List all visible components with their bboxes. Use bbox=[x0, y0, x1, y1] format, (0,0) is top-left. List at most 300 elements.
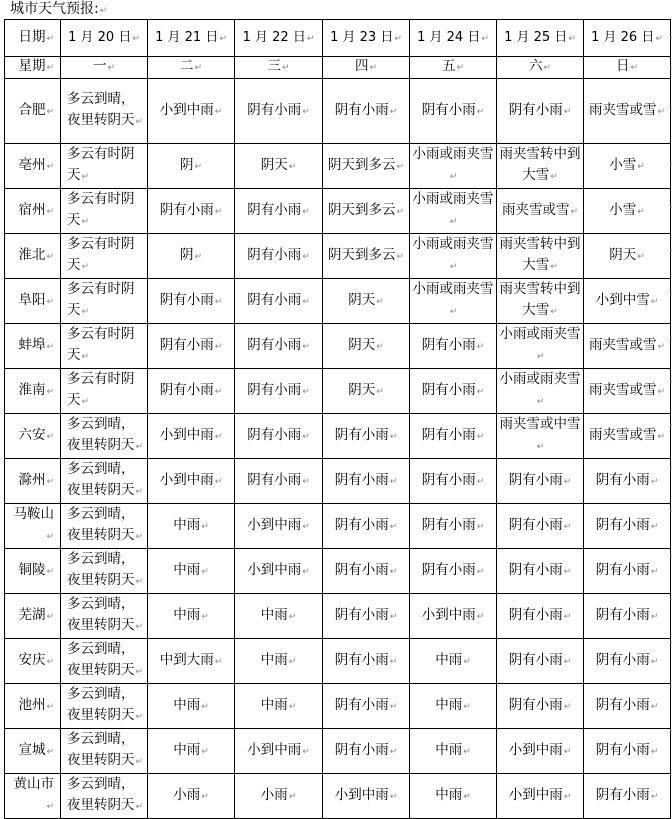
paragraph-mark-icon: ↵ bbox=[396, 161, 405, 172]
table-row bbox=[5, 684, 671, 729]
table-row bbox=[5, 504, 671, 549]
city-name-cell: 滁州↵ bbox=[5, 459, 61, 504]
paragraph-mark-icon: ↵ bbox=[650, 611, 659, 622]
city-name-cell: 宿州↵ bbox=[5, 189, 61, 234]
header-row-weekdays bbox=[5, 57, 671, 79]
paragraph-mark-icon: ↵ bbox=[302, 521, 310, 532]
paragraph-mark-icon: ↵ bbox=[389, 701, 398, 712]
forecast-cell: 阴有小雨↵ bbox=[235, 279, 323, 324]
paragraph-mark-icon: ↵ bbox=[46, 701, 54, 712]
paragraph-mark-icon: ↵ bbox=[302, 386, 310, 397]
forecast-cell: 多云到晴，夜里转阴天↵ bbox=[61, 774, 148, 819]
paragraph-mark-icon: ↵ bbox=[135, 622, 144, 632]
header-weekday-cell: 六↵ bbox=[497, 57, 584, 79]
paragraph-mark-icon: ↵ bbox=[563, 701, 572, 712]
paragraph-mark-icon: ↵ bbox=[543, 63, 552, 73]
forecast-cell: 阴天到多云↵ bbox=[323, 234, 410, 279]
forecast-cell: 雨夹雪或中雪↵ bbox=[497, 414, 584, 459]
city-name-cell: 淮北↵ bbox=[5, 234, 61, 279]
forecast-cell: 阴有小雨↵ bbox=[235, 189, 323, 234]
paragraph-mark-icon: ↵ bbox=[81, 172, 90, 182]
forecast-cell: 阴有小雨↵ bbox=[410, 459, 497, 504]
paragraph-mark-icon: ↵ bbox=[81, 352, 90, 362]
header-date-cell: 1 月 25 日↵ bbox=[497, 20, 584, 57]
forecast-cell: 阴有小雨↵ bbox=[497, 594, 584, 639]
table-row bbox=[5, 189, 671, 234]
forecast-cell: 多云到晴，夜里转阴天↵ bbox=[61, 414, 148, 459]
paragraph-mark-icon: ↵ bbox=[135, 802, 144, 812]
paragraph-mark-icon: ↵ bbox=[650, 296, 659, 307]
table-row bbox=[5, 639, 671, 684]
paragraph-mark-icon: ↵ bbox=[655, 33, 663, 44]
forecast-cell: 阴有小雨↵ bbox=[235, 79, 323, 144]
city-name-cell: 合肥↵ bbox=[5, 79, 61, 144]
forecast-cell: 阴有小雨↵ bbox=[410, 504, 497, 549]
paragraph-mark-icon: ↵ bbox=[46, 161, 54, 172]
paragraph-mark-icon: ↵ bbox=[476, 566, 485, 577]
forecast-cell: 阴有小雨↵ bbox=[323, 639, 410, 684]
forecast-cell: 阴有小雨↵ bbox=[584, 639, 671, 684]
forecast-cell: 阴有小雨↵ bbox=[323, 504, 410, 549]
paragraph-mark-icon: ↵ bbox=[194, 161, 203, 172]
paragraph-mark-icon: ↵ bbox=[476, 386, 485, 397]
forecast-cell: 阴有小雨↵ bbox=[323, 79, 410, 144]
forecast-cell: 中雨↵ bbox=[410, 729, 497, 774]
paragraph-mark-icon: ↵ bbox=[46, 386, 54, 397]
paragraph-mark-icon: ↵ bbox=[46, 296, 54, 307]
paragraph-mark-icon: ↵ bbox=[46, 476, 54, 487]
forecast-cell: 中雨↵ bbox=[410, 774, 497, 819]
paragraph-mark-icon: ↵ bbox=[201, 791, 209, 802]
paragraph-mark-icon: ↵ bbox=[536, 397, 545, 407]
paragraph-mark-icon: ↵ bbox=[135, 532, 144, 542]
paragraph-mark-icon: ↵ bbox=[637, 251, 645, 262]
city-name-cell: 六安↵ bbox=[5, 414, 61, 459]
paragraph-mark-icon: ↵ bbox=[132, 33, 140, 44]
header-weekday-cell: 一↵ bbox=[61, 57, 148, 79]
paragraph-mark-icon: ↵ bbox=[536, 352, 545, 362]
paragraph-mark-icon: ↵ bbox=[46, 656, 54, 667]
header-row-dates bbox=[5, 20, 671, 57]
forecast-cell: 小到中雪↵ bbox=[584, 279, 671, 324]
city-name-cell: 芜湖↵ bbox=[5, 594, 61, 639]
forecast-cell: 中雨↵ bbox=[148, 594, 235, 639]
header-date-cell: 1 月 21 日↵ bbox=[148, 20, 235, 57]
paragraph-mark-icon: ↵ bbox=[214, 106, 223, 117]
paragraph-mark-icon: ↵ bbox=[563, 746, 572, 757]
forecast-cell: 阴↵ bbox=[148, 234, 235, 279]
paragraph-mark-icon: ↵ bbox=[219, 33, 227, 44]
forecast-cell: 阴有小雨↵ bbox=[148, 369, 235, 414]
paragraph-mark-icon: ↵ bbox=[389, 521, 398, 532]
forecast-cell: 小雨或雨夹雪↵ bbox=[410, 189, 497, 234]
paragraph-mark-icon: ↵ bbox=[46, 251, 54, 262]
paragraph-mark-icon: ↵ bbox=[396, 251, 405, 262]
forecast-cell: 阴天↵ bbox=[323, 279, 410, 324]
city-name-cell: 亳州↵ bbox=[5, 144, 61, 189]
city-name-cell: 黄山市↵ bbox=[5, 774, 61, 819]
forecast-cell: 雨夹雪或雪↵ bbox=[584, 369, 671, 414]
forecast-cell: 阴有小雨↵ bbox=[410, 79, 497, 144]
paragraph-mark-icon: ↵ bbox=[302, 566, 310, 577]
paragraph-mark-icon: ↵ bbox=[201, 611, 209, 622]
forecast-cell: 阴有小雨↵ bbox=[235, 414, 323, 459]
paragraph-mark-icon: ↵ bbox=[657, 386, 666, 397]
forecast-cell: 阴天到多云↵ bbox=[323, 189, 410, 234]
forecast-cell: 多云到晴，夜里转阴天↵ bbox=[61, 684, 148, 729]
paragraph-mark-icon: ↵ bbox=[637, 206, 645, 217]
paragraph-mark-icon: ↵ bbox=[46, 802, 54, 812]
paragraph-mark-icon: ↵ bbox=[214, 341, 223, 352]
forecast-cell: 小到中雨↵ bbox=[497, 729, 584, 774]
forecast-cell: 多云有时阴天↵ bbox=[61, 189, 148, 234]
forecast-cell: 多云到晴，夜里转阴天↵ bbox=[61, 504, 148, 549]
paragraph-mark-icon: ↵ bbox=[449, 172, 458, 182]
forecast-cell: 雨夹雪或雪↵ bbox=[497, 189, 584, 234]
forecast-cell: 中雨↵ bbox=[235, 594, 323, 639]
weather-forecast-table bbox=[4, 19, 671, 819]
forecast-cell: 阴有小雨↵ bbox=[410, 369, 497, 414]
table-row bbox=[5, 144, 671, 189]
forecast-cell: 多云到晴，夜里转阴天↵ bbox=[61, 459, 148, 504]
paragraph-mark-icon: ↵ bbox=[389, 791, 398, 802]
forecast-cell: 雨夹雪转中到大雪↵ bbox=[497, 144, 584, 189]
paragraph-mark-icon: ↵ bbox=[650, 521, 659, 532]
forecast-cell: 雨夹雪转中到大雪↵ bbox=[497, 234, 584, 279]
forecast-cell: 小到中雨↵ bbox=[410, 594, 497, 639]
paragraph-mark-icon: ↵ bbox=[563, 476, 572, 487]
paragraph-mark-icon: ↵ bbox=[288, 701, 297, 712]
paragraph-mark-icon: ↵ bbox=[46, 341, 54, 352]
forecast-cell: 中雨↵ bbox=[148, 684, 235, 729]
paragraph-mark-icon: ↵ bbox=[563, 106, 572, 117]
paragraph-mark-icon: ↵ bbox=[376, 341, 384, 352]
paragraph-mark-icon: ↵ bbox=[389, 476, 398, 487]
paragraph-mark-icon: ↵ bbox=[389, 431, 398, 442]
forecast-cell: 阴有小雨↵ bbox=[584, 504, 671, 549]
header-date-cell: 1 月 22 日↵ bbox=[235, 20, 323, 57]
forecast-cell: 阴有小雨↵ bbox=[584, 594, 671, 639]
paragraph-mark-icon: ↵ bbox=[570, 206, 579, 217]
paragraph-mark-icon: ↵ bbox=[476, 106, 485, 117]
forecast-cell: 阴有小雨↵ bbox=[323, 684, 410, 729]
forecast-cell: 雨夹雪转中到大雪↵ bbox=[497, 279, 584, 324]
paragraph-mark-icon: ↵ bbox=[46, 566, 54, 577]
paragraph-mark-icon: ↵ bbox=[550, 172, 558, 182]
header-date-cell: 1 月 23 日↵ bbox=[323, 20, 410, 57]
paragraph-mark-icon: ↵ bbox=[99, 6, 108, 16]
table-row bbox=[5, 549, 671, 594]
paragraph-mark-icon: ↵ bbox=[201, 566, 209, 577]
forecast-cell: 多云有时阴天↵ bbox=[61, 369, 148, 414]
paragraph-mark-icon: ↵ bbox=[46, 431, 54, 442]
forecast-cell: 多云有时阴天↵ bbox=[61, 144, 148, 189]
table-row bbox=[5, 279, 671, 324]
forecast-cell: 阴有小雨↵ bbox=[410, 549, 497, 594]
forecast-cell: 多云到晴，夜里转阴天↵ bbox=[61, 729, 148, 774]
paragraph-mark-icon: ↵ bbox=[568, 33, 576, 44]
paragraph-mark-icon: ↵ bbox=[46, 206, 54, 217]
paragraph-mark-icon: ↵ bbox=[46, 63, 54, 73]
forecast-cell: 多云到晴，夜里转阴天↵ bbox=[61, 639, 148, 684]
forecast-cell: 阴有小雨↵ bbox=[148, 279, 235, 324]
forecast-cell: 中雨↵ bbox=[235, 639, 323, 684]
paragraph-mark-icon: ↵ bbox=[288, 611, 297, 622]
city-name-cell: 阜阳↵ bbox=[5, 279, 61, 324]
paragraph-mark-icon: ↵ bbox=[394, 33, 402, 44]
paragraph-mark-icon: ↵ bbox=[657, 106, 666, 117]
paragraph-mark-icon: ↵ bbox=[46, 106, 54, 117]
paragraph-mark-icon: ↵ bbox=[201, 701, 209, 712]
header-weekday-cell: 四↵ bbox=[323, 57, 410, 79]
forecast-cell: 阴有小雨↵ bbox=[410, 414, 497, 459]
forecast-cell: 中到大雨↵ bbox=[148, 639, 235, 684]
forecast-cell: 阴有小雨↵ bbox=[497, 549, 584, 594]
paragraph-mark-icon: ↵ bbox=[302, 476, 310, 487]
paragraph-mark-icon: ↵ bbox=[201, 521, 209, 532]
forecast-cell: 中雨↵ bbox=[148, 729, 235, 774]
forecast-cell: 阴有小雨↵ bbox=[584, 459, 671, 504]
forecast-cell: 阴有小雨↵ bbox=[148, 324, 235, 369]
table-row bbox=[5, 729, 671, 774]
header-weekday-cell: 二↵ bbox=[148, 57, 235, 79]
paragraph-mark-icon: ↵ bbox=[302, 206, 310, 217]
header-weekday-cell: 三↵ bbox=[235, 57, 323, 79]
forecast-cell: 小雪↵ bbox=[584, 144, 671, 189]
paragraph-mark-icon: ↵ bbox=[288, 656, 297, 667]
paragraph-mark-icon: ↵ bbox=[376, 386, 384, 397]
forecast-cell: 阴有小雨↵ bbox=[235, 324, 323, 369]
forecast-cell: 小到中雨↵ bbox=[148, 459, 235, 504]
forecast-cell: 阴天到多云↵ bbox=[323, 144, 410, 189]
paragraph-mark-icon: ↵ bbox=[563, 656, 572, 667]
paragraph-mark-icon: ↵ bbox=[389, 611, 398, 622]
paragraph-mark-icon: ↵ bbox=[536, 442, 545, 452]
paragraph-mark-icon: ↵ bbox=[563, 791, 572, 802]
forecast-cell: 阴有小雨↵ bbox=[323, 594, 410, 639]
paragraph-mark-icon: ↵ bbox=[46, 33, 54, 44]
forecast-cell: 小到中雨↵ bbox=[235, 729, 323, 774]
paragraph-mark-icon: ↵ bbox=[302, 746, 310, 757]
document-title-text: 城市天气预报: bbox=[10, 1, 99, 17]
paragraph-mark-icon: ↵ bbox=[563, 566, 572, 577]
paragraph-mark-icon: ↵ bbox=[463, 701, 471, 712]
forecast-cell: 阴有小雨↵ bbox=[497, 684, 584, 729]
forecast-cell: 阴有小雨↵ bbox=[148, 189, 235, 234]
header-weekday-cell: 五↵ bbox=[410, 57, 497, 79]
paragraph-mark-icon: ↵ bbox=[481, 33, 489, 44]
paragraph-mark-icon: ↵ bbox=[563, 611, 572, 622]
city-name-cell: 马鞍山↵ bbox=[5, 504, 61, 549]
forecast-cell: 阴有小雨↵ bbox=[410, 324, 497, 369]
paragraph-mark-icon: ↵ bbox=[650, 566, 659, 577]
paragraph-mark-icon: ↵ bbox=[476, 431, 485, 442]
paragraph-mark-icon: ↵ bbox=[476, 521, 485, 532]
paragraph-mark-icon: ↵ bbox=[463, 746, 471, 757]
forecast-cell: 多云到晴，夜里转阴天↵ bbox=[61, 79, 148, 144]
forecast-cell: 阴天↵ bbox=[323, 324, 410, 369]
paragraph-mark-icon: ↵ bbox=[449, 217, 458, 227]
paragraph-mark-icon: ↵ bbox=[81, 217, 90, 227]
paragraph-mark-icon: ↵ bbox=[214, 296, 223, 307]
paragraph-mark-icon: ↵ bbox=[135, 712, 144, 722]
paragraph-mark-icon: ↵ bbox=[81, 397, 90, 407]
forecast-cell: 多云有时阴天↵ bbox=[61, 279, 148, 324]
forecast-cell: 阴天↵ bbox=[584, 234, 671, 279]
paragraph-mark-icon: ↵ bbox=[214, 386, 223, 397]
forecast-cell: 多云到晴，夜里转阴天↵ bbox=[61, 594, 148, 639]
paragraph-mark-icon: ↵ bbox=[306, 33, 315, 44]
paragraph-mark-icon: ↵ bbox=[46, 532, 54, 542]
header-weekday-cell: 日↵ bbox=[584, 57, 671, 79]
paragraph-mark-icon: ↵ bbox=[650, 701, 659, 712]
paragraph-mark-icon: ↵ bbox=[463, 791, 471, 802]
paragraph-mark-icon: ↵ bbox=[194, 63, 203, 73]
paragraph-mark-icon: ↵ bbox=[288, 791, 297, 802]
paragraph-mark-icon: ↵ bbox=[81, 307, 90, 317]
forecast-cell: 阴有小雨↵ bbox=[323, 459, 410, 504]
paragraph-mark-icon: ↵ bbox=[396, 206, 405, 217]
paragraph-mark-icon: ↵ bbox=[463, 656, 471, 667]
paragraph-mark-icon: ↵ bbox=[288, 161, 297, 172]
forecast-cell: 小雨或雨夹雪↵ bbox=[410, 234, 497, 279]
paragraph-mark-icon: ↵ bbox=[281, 63, 290, 73]
forecast-cell: 阴有小雨↵ bbox=[497, 504, 584, 549]
document-title bbox=[10, 0, 107, 20]
paragraph-mark-icon: ↵ bbox=[563, 521, 572, 532]
header-date-cell: 1 月 24 日↵ bbox=[410, 20, 497, 57]
paragraph-mark-icon: ↵ bbox=[476, 341, 485, 352]
table-row bbox=[5, 459, 671, 504]
forecast-cell: 雨夹雪或雪↵ bbox=[584, 324, 671, 369]
forecast-cell: 阴有小雨↵ bbox=[323, 729, 410, 774]
header-date-cell: 1 月 20 日↵ bbox=[61, 20, 148, 57]
paragraph-mark-icon: ↵ bbox=[630, 63, 639, 73]
forecast-cell: 小到中雨↵ bbox=[323, 774, 410, 819]
paragraph-mark-icon: ↵ bbox=[650, 656, 659, 667]
forecast-cell: 雨夹雪或雪↵ bbox=[584, 79, 671, 144]
forecast-cell: 小到中雨↵ bbox=[148, 79, 235, 144]
city-name-cell: 铜陵↵ bbox=[5, 549, 61, 594]
forecast-cell: 阴↵ bbox=[148, 144, 235, 189]
forecast-cell: 阴有小雨↵ bbox=[497, 79, 584, 144]
paragraph-mark-icon: ↵ bbox=[389, 656, 398, 667]
forecast-cell: 小雨或雨夹雪↵ bbox=[497, 369, 584, 414]
paragraph-mark-icon: ↵ bbox=[135, 667, 144, 677]
paragraph-mark-icon: ↵ bbox=[214, 656, 223, 667]
city-name-cell: 蚌埠↵ bbox=[5, 324, 61, 369]
forecast-cell: 小到中雨↵ bbox=[235, 549, 323, 594]
table-row bbox=[5, 774, 671, 819]
paragraph-mark-icon: ↵ bbox=[476, 476, 485, 487]
forecast-cell: 中雨↵ bbox=[410, 639, 497, 684]
table-row bbox=[5, 594, 671, 639]
forecast-cell: 雨夹雪或雪↵ bbox=[584, 414, 671, 459]
paragraph-mark-icon: ↵ bbox=[214, 431, 223, 442]
paragraph-mark-icon: ↵ bbox=[46, 746, 54, 757]
paragraph-mark-icon: ↵ bbox=[637, 161, 645, 172]
paragraph-mark-icon: ↵ bbox=[657, 341, 666, 352]
forecast-cell: 阴有小雨↵ bbox=[235, 234, 323, 279]
paragraph-mark-icon: ↵ bbox=[135, 442, 144, 452]
paragraph-mark-icon: ↵ bbox=[650, 791, 659, 802]
paragraph-mark-icon: ↵ bbox=[201, 746, 209, 757]
header-label-date: 日期↵ bbox=[5, 20, 61, 57]
forecast-cell: 小雨或雨夹雪↵ bbox=[410, 144, 497, 189]
header-date-cell: 1 月 26 日↵ bbox=[584, 20, 671, 57]
paragraph-mark-icon: ↵ bbox=[46, 611, 54, 622]
paragraph-mark-icon: ↵ bbox=[302, 296, 310, 307]
paragraph-mark-icon: ↵ bbox=[650, 476, 659, 487]
forecast-cell: 小雨或雨夹雪↵ bbox=[497, 324, 584, 369]
forecast-cell: 多云有时阴天↵ bbox=[61, 324, 148, 369]
paragraph-mark-icon: ↵ bbox=[389, 106, 398, 117]
paragraph-mark-icon: ↵ bbox=[302, 431, 310, 442]
forecast-cell: 阴有小雨↵ bbox=[584, 774, 671, 819]
paragraph-mark-icon: ↵ bbox=[214, 206, 223, 217]
forecast-cell: 中雨↵ bbox=[148, 549, 235, 594]
forecast-cell: 中雨↵ bbox=[235, 684, 323, 729]
paragraph-mark-icon: ↵ bbox=[650, 746, 659, 757]
paragraph-mark-icon: ↵ bbox=[550, 307, 558, 317]
table-row bbox=[5, 324, 671, 369]
forecast-cell: 阴有小雨↵ bbox=[235, 459, 323, 504]
paragraph-mark-icon: ↵ bbox=[389, 746, 398, 757]
forecast-cell: 中雨↵ bbox=[148, 504, 235, 549]
paragraph-mark-icon: ↵ bbox=[376, 296, 384, 307]
table-row bbox=[5, 414, 671, 459]
paragraph-mark-icon: ↵ bbox=[107, 63, 116, 73]
forecast-cell: 多云有时阴天↵ bbox=[61, 234, 148, 279]
paragraph-mark-icon: ↵ bbox=[550, 262, 558, 272]
forecast-cell: 中雨↵ bbox=[410, 684, 497, 729]
table-row bbox=[5, 234, 671, 279]
forecast-cell: 小雪↵ bbox=[584, 189, 671, 234]
forecast-cell: 小到中雨↵ bbox=[497, 774, 584, 819]
paragraph-mark-icon: ↵ bbox=[302, 251, 310, 262]
forecast-cell: 阴天↵ bbox=[235, 144, 323, 189]
forecast-cell: 阴有小雨↵ bbox=[584, 684, 671, 729]
forecast-cell: 阴有小雨↵ bbox=[323, 414, 410, 459]
forecast-cell: 阴有小雨↵ bbox=[497, 459, 584, 504]
header-label-weekday: 星期↵ bbox=[5, 57, 61, 79]
forecast-cell: 阴天↵ bbox=[323, 369, 410, 414]
city-name-cell: 安庆↵ bbox=[5, 639, 61, 684]
paragraph-mark-icon: ↵ bbox=[369, 63, 378, 73]
paragraph-mark-icon: ↵ bbox=[194, 251, 203, 262]
forecast-cell: 阴有小雨↵ bbox=[323, 549, 410, 594]
paragraph-mark-icon: ↵ bbox=[214, 476, 223, 487]
paragraph-mark-icon: ↵ bbox=[389, 566, 398, 577]
forecast-cell: 阴有小雨↵ bbox=[584, 549, 671, 594]
city-name-cell: 池州↵ bbox=[5, 684, 61, 729]
paragraph-mark-icon: ↵ bbox=[135, 577, 144, 587]
city-name-cell: 宣城↵ bbox=[5, 729, 61, 774]
forecast-cell: 多云到晴，夜里转阴天↵ bbox=[61, 549, 148, 594]
forecast-cell: 小雨↵ bbox=[235, 774, 323, 819]
forecast-cell: 小雨↵ bbox=[148, 774, 235, 819]
paragraph-mark-icon: ↵ bbox=[81, 262, 90, 272]
paragraph-mark-icon: ↵ bbox=[657, 431, 666, 442]
forecast-cell: 阴有小雨↵ bbox=[584, 729, 671, 774]
forecast-cell: 小到中雨↵ bbox=[148, 414, 235, 459]
forecast-cell: 阴有小雨↵ bbox=[235, 369, 323, 414]
paragraph-mark-icon: ↵ bbox=[302, 106, 310, 117]
paragraph-mark-icon: ↵ bbox=[135, 117, 144, 127]
paragraph-mark-icon: ↵ bbox=[449, 307, 458, 317]
forecast-cell: 小到中雨↵ bbox=[235, 504, 323, 549]
forecast-cell: 小雨或雨夹雪↵ bbox=[410, 279, 497, 324]
